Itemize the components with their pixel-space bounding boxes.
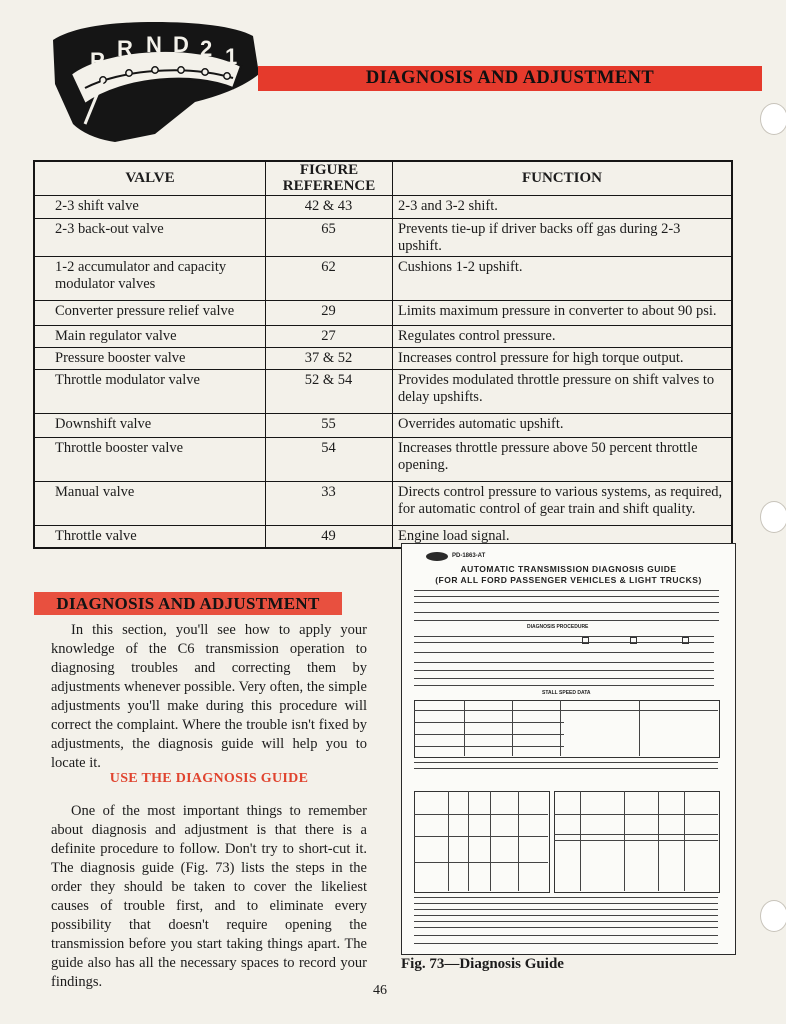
page-title: DIAGNOSIS AND ADJUSTMENT [365,68,655,88]
gear-label-p: P [90,48,105,73]
valve-cell: Converter pressure relief valve [34,300,266,325]
figure-cell: 49 [266,525,393,548]
table-row [34,369,732,413]
valve-table [33,160,733,549]
valve-cell: Manual valve [34,481,266,525]
ford-oval-logo [426,552,448,561]
table-row [34,481,732,525]
figure-cell: 65 [266,218,393,256]
function-cell: Cushions 1-2 upshift. [393,256,733,300]
function-cell: Limits maximum pressure in converter to about 90 psi. [393,300,733,325]
column-header-figure: FIGURE REFERENCE [266,161,393,195]
table-row [34,256,732,300]
figure-caption: Fig. 73—Diagnosis Guide [401,956,564,972]
figure-cell: 37 & 52 [266,347,393,369]
gear-selector-logo [45,14,263,146]
binder-hole [760,501,786,533]
form-subtitle: (FOR ALL FORD PASSENGER VEHICLES & LIGHT TRUCKS) [435,575,702,585]
table-row [34,413,732,437]
gear-label-1: 1 [225,44,238,69]
column-header-valve: VALVE [34,161,266,195]
section-banner [34,592,342,615]
gear-label-r: R [117,36,133,61]
valve-cell: 1-2 accumulator and capacity modulator valves [34,256,266,300]
function-cell: Engine load signal. [393,525,733,548]
column-header-function: FUNCTION [393,161,733,195]
diagnosis-guide-form [401,543,736,955]
section-title: DIAGNOSIS AND ADJUSTMENT [56,593,320,613]
figure-cell: 29 [266,300,393,325]
valve-cell: 2-3 shift valve [34,195,266,218]
figure-cell: 62 [266,256,393,300]
gear-label-n: N [146,32,162,57]
header-banner [258,66,762,91]
table-header-row [34,161,732,195]
valve-cell: Throttle valve [34,525,266,548]
figure-cell: 54 [266,437,393,481]
page-number: 46 [373,983,387,998]
function-cell: Regulates control pressure. [393,325,733,347]
table-row [34,218,732,256]
intro-paragraph: In this section, you'll see how to apply your knowledge of the C6 transmission operation to diagnosing troubles and correcting them by adjustments whenever possible. Very often, the simple adjustments you'll make during this procedure will correct the complaint. Where the trouble isn't fixed by adjustments, the diagnosis guide will help you to locate it. [51,622,367,771]
binder-hole [760,103,786,135]
function-cell: Overrides automatic upshift. [393,413,733,437]
figure-cell: 52 & 54 [266,369,393,413]
form-number: PD-1863-AT [452,553,486,559]
valve-cell: Pressure booster valve [34,347,266,369]
valve-cell: Downshift valve [34,413,266,437]
figure-cell: 27 [266,325,393,347]
function-cell: Provides modulated throttle pressure on shift valves to delay upshifts. [393,369,733,413]
body-paragraph: One of the most important things to remember about diagnosis and adjustment is that there is a definite procedure to follow. Don't try to short-cut it. The diagnosis guide (Fig. 73) lists the steps in the order they should be taken to cover the likeliest causes of trouble first, and to eliminate every possibility that doesn't require opening the transmission before you start taking things apart. The guide also has all the necessary spaces to record your findings. [51,803,367,990]
figure-cell: 42 & 43 [266,195,393,218]
valve-cell: Throttle booster valve [34,437,266,481]
form-title: AUTOMATIC TRANSMISSION DIAGNOSIS GUIDE [460,564,677,574]
gear-label-2: 2 [200,36,213,61]
function-cell: Increases control pressure for high torque output. [393,347,733,369]
procedure-heading: DIAGNOSIS PROCEDURE [527,624,589,630]
valve-cell: 2-3 back-out valve [34,218,266,256]
function-cell: 2-3 and 3-2 shift. [393,195,733,218]
table-row [34,300,732,325]
valve-cell: Main regulator valve [34,325,266,347]
binder-hole [760,900,786,932]
stall-speed-heading: STALL SPEED DATA [542,690,591,696]
figure-cell: 55 [266,413,393,437]
gear-label-d: D [173,32,189,57]
subheading: USE THE DIAGNOSIS GUIDE [109,771,309,786]
table-row [34,195,732,218]
table-row [34,347,732,369]
figure-cell: 33 [266,481,393,525]
function-cell: Increases throttle pressure above 50 percent throttle opening. [393,437,733,481]
function-cell: Prevents tie-up if driver backs off gas during 2-3 upshift. [393,218,733,256]
valve-cell: Throttle modulator valve [34,369,266,413]
table-row [34,437,732,481]
function-cell: Directs control pressure to various systems, as required, for automatic control of gear train and shift quality. [393,481,733,525]
table-row [34,325,732,347]
